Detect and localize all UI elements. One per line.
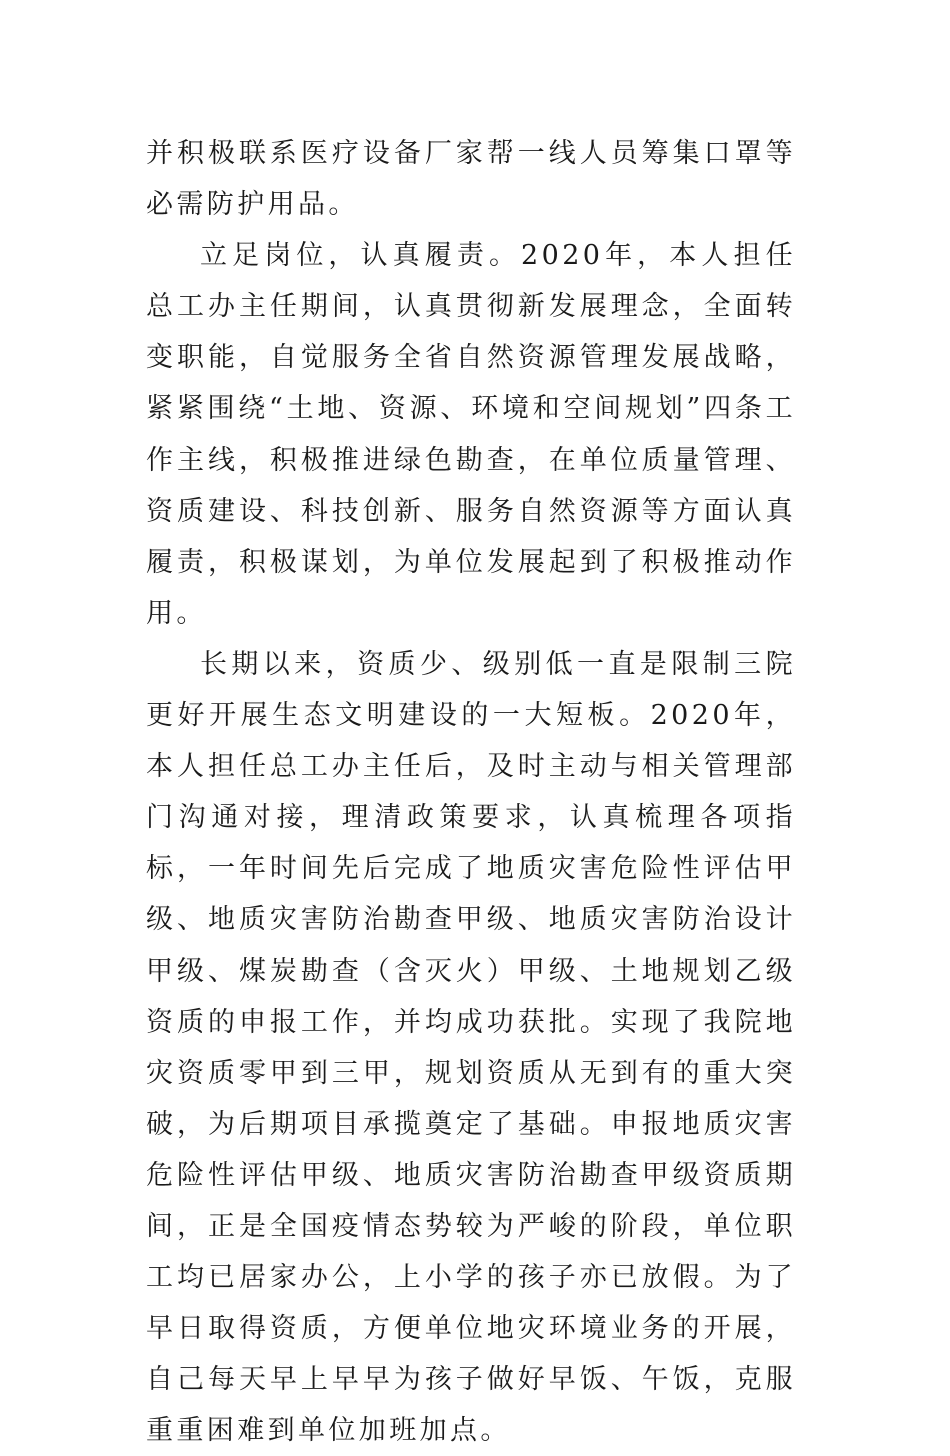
body-text: [146, 128, 796, 1456]
paragraph-continuation: 并积极联系医疗设备厂家帮一线人员筹集口罩等必需防护用品。: [146, 138, 796, 221]
paragraph-qualification: 长期以来，资质少、级别低一直是限制三院更好开展生态文明建设的一大短板。2020年，本人担任总工办主任后，及时主动与相关管理部门沟通对接，理清政策要求，认真梳理各项指标，一年时间先后完成了地质灾害危险性评估甲级、地质灾害防治勘查甲级、地质灾害防治设计甲级、煤炭勘查（含灭火）甲级、土地规划乙级资质的申报工作，并均成功获批。实现了我院地灾资质零甲到三甲，规划资质从无到有的重大突破，为后期项目承揽奠定了基础。申报地质灾害危险性评估甲级、地质灾害防治勘查甲级资质期间，正是全国疫情态势较为严峻的阶段，单位职工均已居家办公，上小学的孩子亦已放假。为了早日取得资质，方便单位地灾环境业务的开展，自己每天早上早早为孩子做好早饭、午饭，克服重重困难到单位加班加点。: [146, 648, 796, 1447]
paragraph-duty: 立足岗位，认真履责。2020年，本人担任总工办主任期间，认真贯彻新发展理念，全面转变职能，自觉服务全省自然资源管理发展战略，紧紧围绕“土地、资源、环境和空间规划”四条工作主线，积极推进绿色勘查，在单位质量管理、资质建设、科技创新、服务自然资源等方面认真履责，积极谋划，为单位发展起到了积极推动作用。: [146, 240, 796, 629]
